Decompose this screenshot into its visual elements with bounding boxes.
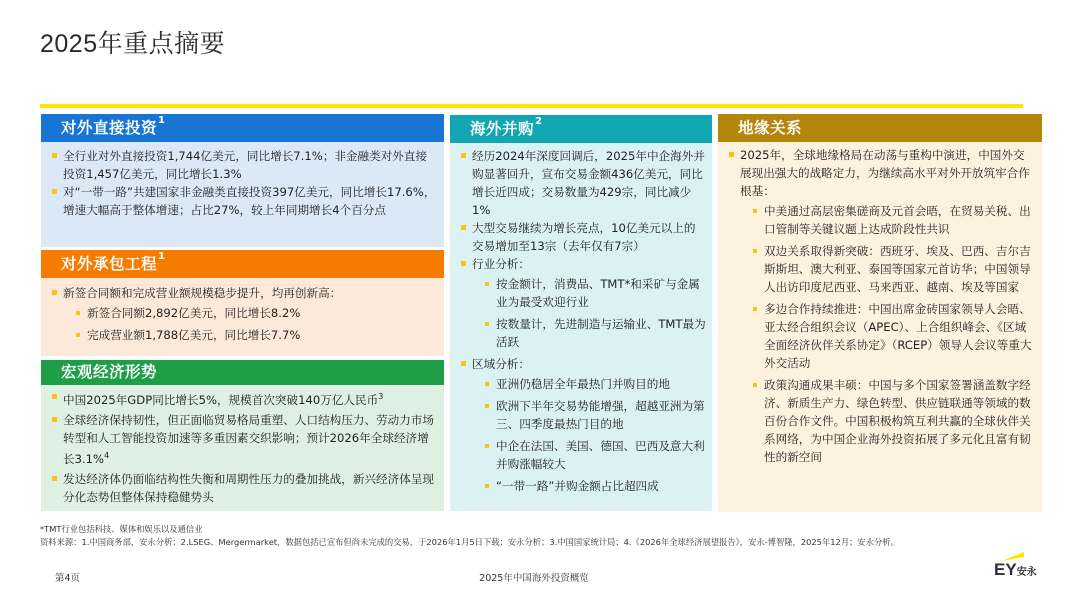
region-label: 区域分析： — [472, 357, 530, 371]
macro-item-text: 全球经济保持韧性，但正面临贸易格局重塑、人口结构压力、劳动力市场转型和人工智能投资加速等多重因素交织影响；预计2026年全球经济增长3.1% — [63, 412, 435, 466]
sub-list-item: 政策沟通成果丰硕：中国与多个国家签署涵盖数字经济、新质生产力、绿色转型、供应链联通等领域的数百份合作文件。中国积极构筑互利共赢的全球伙伴关系网络，为中国企业海外投资拓展了多元化且富有韧性的新空间 — [750, 376, 1032, 466]
page-title: 2025年重点摘要 — [40, 30, 226, 58]
list-item — [51, 411, 436, 468]
list-item — [51, 284, 436, 344]
macro-item-text: 中国2025年GDP同比增长5%，规模首次突破140万亿人民币 — [63, 392, 379, 407]
list-item: 全行业对外直接投资1,744亿美元，同比增长7.1%；非金融类对外直接投资1,457亿美元，同比增长1.3% — [51, 147, 436, 183]
footer-title: 2025年中国海外投资概览 — [479, 573, 589, 584]
list-item: 经历2024年深度回调后，2025年中企海外并购显著回升，宣布交易金额436亿美元，同比增长近四成；交易数量为429宗，同比减少1% — [460, 147, 706, 219]
sub-list-item: 亚洲仍稳居全年最热门并购目的地 — [482, 375, 706, 393]
list-item — [51, 388, 436, 409]
panel-contract — [41, 250, 444, 356]
ey-logo — [994, 550, 1042, 580]
panel-geo-header — [718, 114, 1042, 142]
panel-fdi-sup: 1 — [158, 115, 166, 126]
list-item — [460, 355, 706, 495]
panel-geo — [718, 114, 1042, 512]
ey-logo-text — [994, 560, 1037, 580]
geo-lead: 2025年，全球地缘格局在动荡与重构中演进，中国外交展现出强大的战略定力，为继续高水平对外开放筑牢合作根基： — [740, 148, 1030, 198]
panel-fdi — [41, 114, 444, 247]
sub-list-item: 中美通过高层密集磋商及元首会晤，在贸易关税、出口管制等关键议题上达成阶段性共识 — [750, 202, 1032, 238]
panel-contract-title: 对外承包工程 — [61, 255, 158, 273]
ey-logo-cn: 安永 — [1016, 567, 1037, 578]
footnote-sources: 资料来源：1.中国商务部，安永分析；2.LSEG、Mergermarket，数据包括已宣布但尚未完成的交易，于2026年1月5日下载；安永分析；3.中国国家统计局；4.《2026年全球经济展望报告》，安永-博智隆，2025年12月；安永分析。 — [40, 537, 899, 547]
sub-list-item: 按金额计，消费品、TMT*和采矿与金属业为最受欢迎行业 — [482, 275, 706, 311]
panel-geo-body — [718, 142, 1042, 512]
macro-item-sup: 4 — [104, 450, 110, 460]
ey-logo-letters: EY — [994, 560, 1017, 579]
page-number: 第4页 — [55, 573, 81, 584]
contract-lead: 新签合同额和完成营业额规模稳步提升，均再创新高： — [63, 286, 342, 300]
list-item — [728, 146, 1032, 466]
sub-list-item: 完成营业额1,788亿美元，同比增长7.7% — [73, 326, 436, 344]
industry-label: 行业分析： — [472, 257, 530, 271]
panel-mna-body — [450, 143, 712, 511]
panel-mna-sup: 2 — [535, 116, 543, 127]
panel-macro — [41, 360, 444, 511]
footnote-tmt: *TMT行业包括科技、媒体和娱乐以及通信业 — [40, 524, 203, 534]
panel-mna — [450, 115, 712, 511]
sub-list-item: “一带一路”并购金额占比超四成 — [482, 477, 706, 495]
panel-geo-title: 地缘关系 — [738, 119, 803, 137]
panel-mna-title: 海外并购 — [470, 120, 535, 138]
panel-contract-sup: 1 — [158, 251, 166, 262]
panel-mna-header — [450, 115, 712, 143]
panel-fdi-header — [41, 114, 444, 142]
list-item: 大型交易继续为增长亮点，10亿美元以上的交易增加至13宗（去年仅有7宗） — [460, 219, 706, 255]
sub-list-item: 新签合同额2,892亿美元，同比增长8.2% — [73, 304, 436, 322]
sub-list-item: 按数量计，先进制造与运输业、TMT最为活跃 — [482, 315, 706, 351]
panel-fdi-title: 对外直接投资 — [61, 119, 158, 137]
panel-macro-title: 宏观经济形势 — [61, 363, 158, 381]
list-item — [460, 255, 706, 351]
list-item — [51, 470, 436, 506]
panel-macro-header — [41, 360, 444, 385]
list-item: 对“一带一路”共建国家非金融类直接投资397亿美元，同比增长17.6%，增速大幅高于整体增速；占比27%，较上年同期增长4个百分点 — [51, 183, 436, 219]
panel-contract-body — [41, 278, 444, 356]
sub-list-item: 双边关系取得新突破：西班牙、埃及、巴西、吉尔吉斯斯坦、澳大利亚、泰国等国家元首访华；中国领导人出访印度尼西亚、马来西亚、越南、埃及等国家 — [750, 242, 1032, 296]
accent-bar — [40, 104, 1023, 108]
panel-contract-header — [41, 250, 444, 278]
macro-item-sup: 3 — [378, 392, 384, 401]
sub-list-item: 欧洲下半年交易势能增强，超越亚洲为第三、四季度最热门目的地 — [482, 397, 706, 433]
panel-fdi-body — [41, 142, 444, 247]
sub-list-item: 多边合作持续推进：中国出席金砖国家领导人会晤、亚太经合组织会议（APEC）、上合组织峰会、《区域全面经济伙伴关系协定》（RCEP）领导人会议等重大外交活动 — [750, 300, 1032, 372]
panel-macro-body — [41, 385, 444, 511]
macro-item-text: 发达经济体仍面临结构性失衡和周期性压力的叠加挑战，新兴经济体呈现分化态势但整体保持稳健势头 — [63, 471, 435, 504]
sub-list-item: 中企在法国、美国、德国、巴西及意大利并购涨幅较大 — [482, 437, 706, 473]
